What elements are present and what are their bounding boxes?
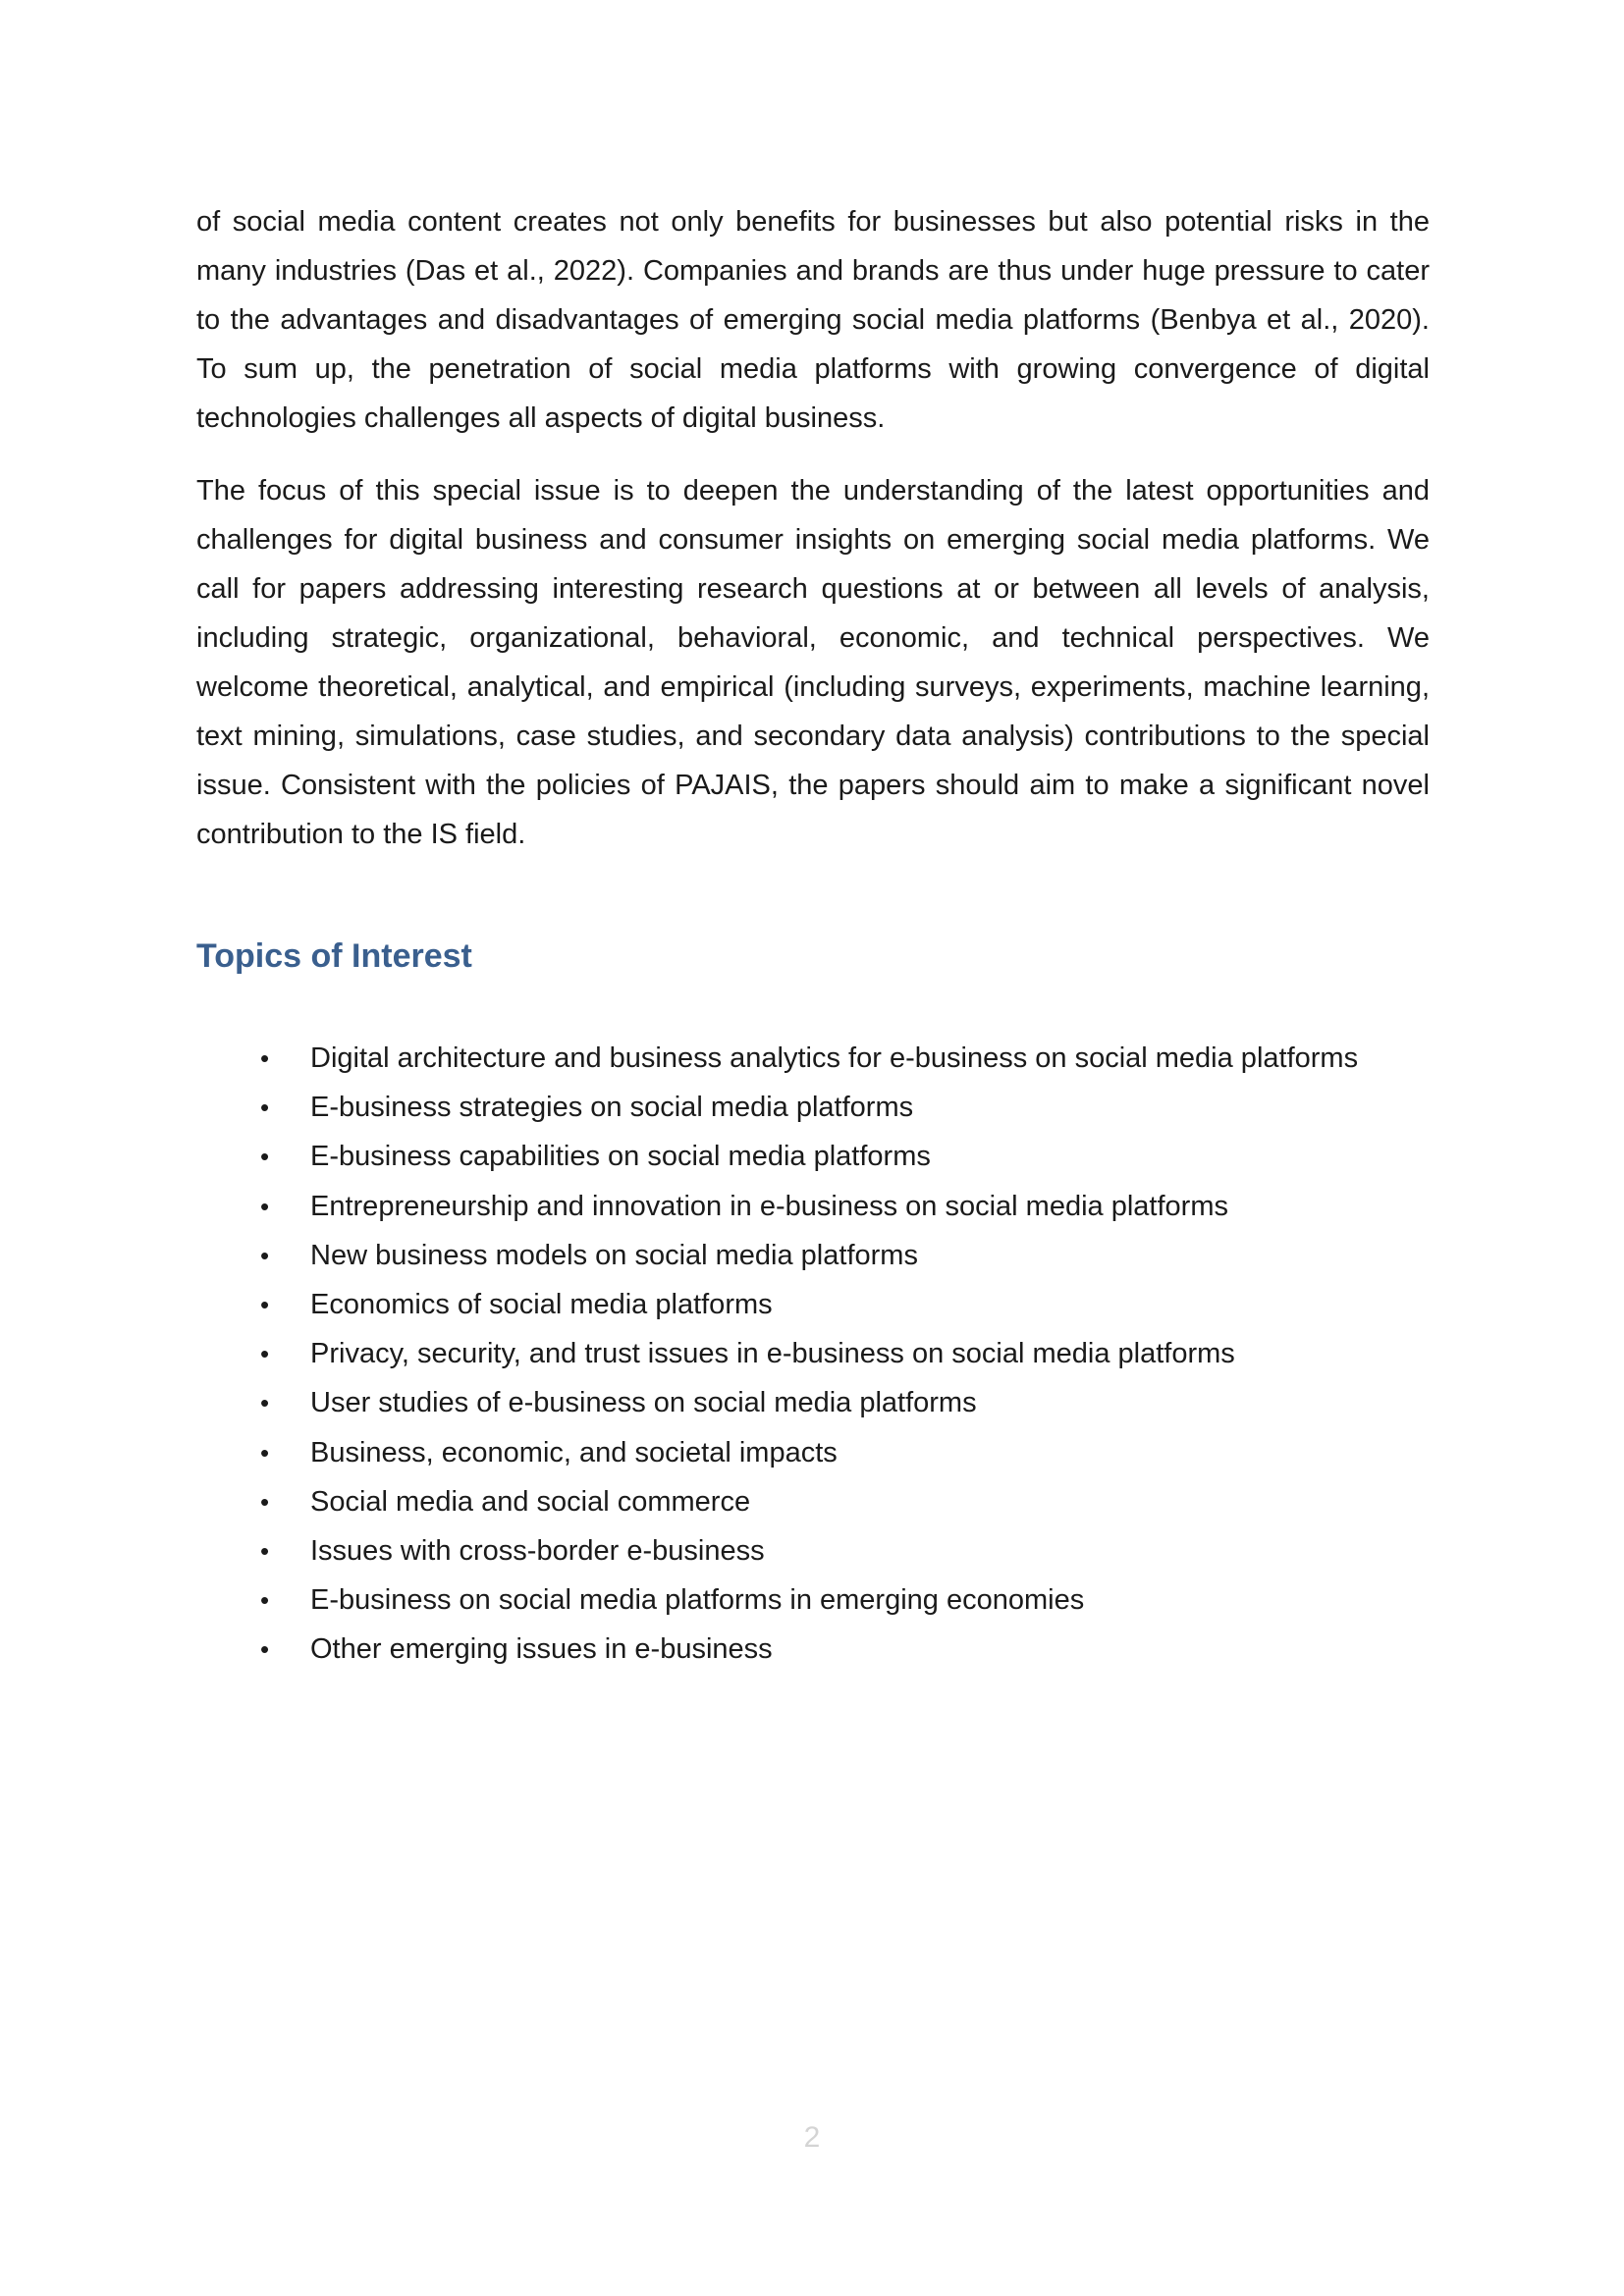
bullet-icon: •: [260, 1339, 270, 1369]
bullet-icon: •: [260, 1437, 270, 1468]
topic-text: Social media and social commerce: [310, 1485, 751, 1518]
page-number: 2: [803, 2121, 821, 2154]
list-item: [196, 1182, 1473, 1231]
topics-list: [196, 1034, 1473, 1674]
bullet-icon: •: [260, 1634, 270, 1665]
list-item: [196, 1526, 1473, 1575]
topic-text: E-business on social media platforms in emerging economies: [310, 1584, 1085, 1617]
bullet-icon: •: [260, 1289, 270, 1319]
list-item: [196, 1575, 1473, 1625]
body-paragraph: of social media content creates not only benefits for businesses but also potential risks in the many industries (Das et al., 2022). Companies and brands are thus under huge pressure to cater to the advantages and disadvantages of emerging social media platforms (Benbya et al., 2020). To sum up, the penetration of social media platforms with growing convergence of digital technologies challenges all aspects of digital business.: [196, 206, 1430, 434]
bullet-icon: •: [260, 1142, 270, 1172]
list-item: [196, 1083, 1473, 1132]
topic-text: Digital architecture and business analytics for e-business on social media platforms: [310, 1042, 1359, 1074]
section-heading: Topics of Interest: [196, 937, 472, 975]
list-item: [196, 1378, 1473, 1427]
list-item: [196, 1280, 1473, 1329]
list-item: [196, 1329, 1473, 1378]
topic-text: Economics of social media platforms: [310, 1288, 773, 1320]
list-item: [196, 1034, 1473, 1083]
list-item: [196, 1625, 1473, 1674]
list-item: [196, 1477, 1473, 1526]
bullet-icon: •: [260, 1240, 270, 1270]
bullet-icon: •: [260, 1191, 270, 1221]
topic-text: E-business capabilities on social media platforms: [310, 1141, 931, 1173]
bullet-icon: •: [260, 1093, 270, 1123]
bullet-icon: •: [260, 1535, 270, 1566]
topic-text: Business, economic, and societal impacts: [310, 1436, 838, 1468]
body-paragraph: The focus of this special issue is to deepen the understanding of the latest opportunities and challenges for digital business and consumer insights on emerging social media platforms. We call for papers addressing interesting research questions at or between all levels of analysis, including strategic, organizational, behavioral, economic, and technical perspectives. We welcome theoretical, analytical, and empirical (including surveys, experiments, machine learning, text mining, simulations, case studies, and secondary data analysis) contributions to the special issue. Consistent with the policies of PAJAIS, the papers should aim to make a significant novel contribution to the IS field.: [196, 475, 1430, 850]
topic-text: Issues with cross-border e-business: [310, 1534, 765, 1567]
topic-text: New business models on social media platforms: [310, 1239, 918, 1271]
topic-text: Other emerging issues in e-business: [310, 1633, 773, 1666]
list-item: [196, 1428, 1473, 1477]
topic-text: E-business strategies on social media platforms: [310, 1092, 914, 1124]
topic-text: User studies of e-business on social media platforms: [310, 1387, 977, 1419]
topic-text: Privacy, security, and trust issues in e-business on social media platforms: [310, 1338, 1235, 1370]
list-item: [196, 1132, 1473, 1181]
topic-text: Entrepreneurship and innovation in e-business on social media platforms: [310, 1190, 1228, 1222]
bullet-icon: •: [260, 1585, 270, 1616]
bullet-icon: •: [260, 1388, 270, 1418]
list-item: [196, 1231, 1473, 1280]
bullet-icon: •: [260, 1486, 270, 1517]
bullet-icon: •: [260, 1043, 270, 1073]
